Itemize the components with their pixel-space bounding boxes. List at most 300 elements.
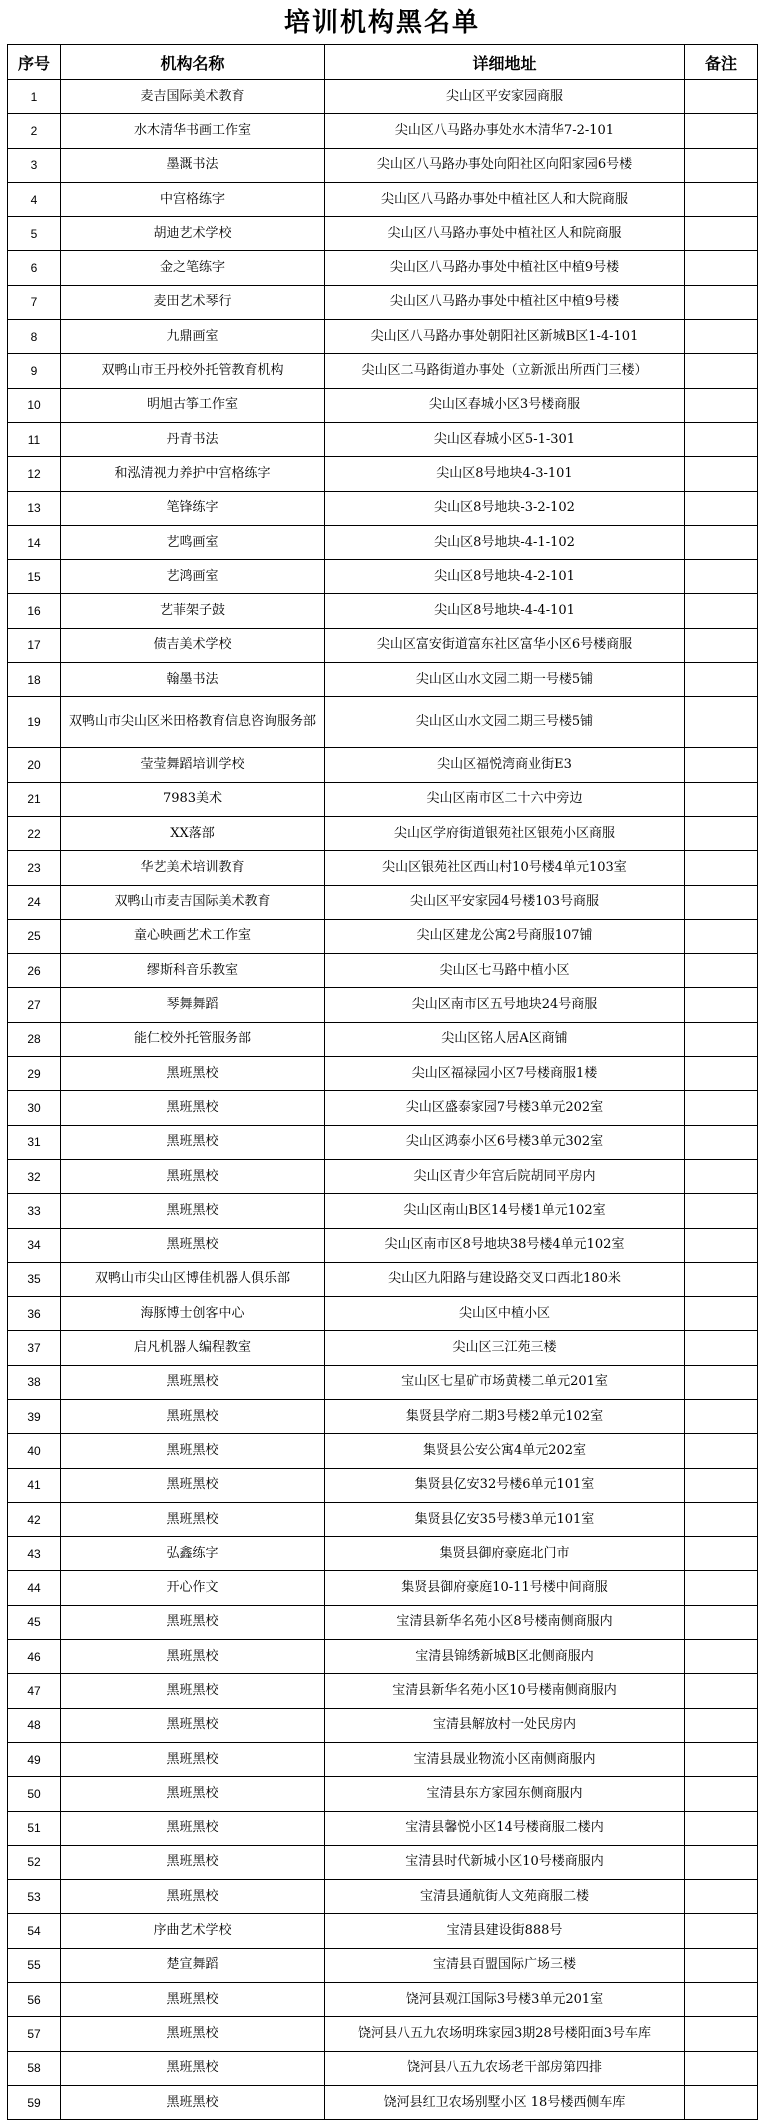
row-address: 尖山区南市区8号地块38号楼4单元102室 xyxy=(325,1228,685,1262)
table-row xyxy=(8,1742,758,1776)
table-row xyxy=(8,285,758,319)
row-address: 饶河县红卫农场别墅小区 18号楼西侧车库 xyxy=(325,2085,685,2119)
row-note xyxy=(685,1605,758,1639)
row-note xyxy=(685,251,758,285)
row-address: 宝清县东方家园东侧商服内 xyxy=(325,1777,685,1811)
row-note xyxy=(685,1811,758,1845)
row-name: XX落部 xyxy=(61,816,325,850)
row-note xyxy=(685,388,758,422)
row-name: 黑班黑校 xyxy=(61,1365,325,1399)
row-name: 双鸭山市麦吉国际美术教育 xyxy=(61,885,325,919)
table-row xyxy=(8,1640,758,1674)
table-row xyxy=(8,148,758,182)
header-note: 备注 xyxy=(685,45,758,80)
row-name: 黑班黑校 xyxy=(61,1742,325,1776)
row-address: 宝清县新华名苑小区8号楼南侧商服内 xyxy=(325,1605,685,1639)
row-name: 黑班黑校 xyxy=(61,1674,325,1708)
table-row xyxy=(8,1057,758,1091)
row-name: 九鼎画室 xyxy=(61,320,325,354)
table-row xyxy=(8,217,758,251)
row-address: 尖山区八马路办事处中植社区人和院商服 xyxy=(325,217,685,251)
row-name: 双鸭山市尖山区米田格教育信息咨询服务部 xyxy=(61,697,325,748)
table-row xyxy=(8,1537,758,1571)
row-name: 序曲艺术学校 xyxy=(61,1914,325,1948)
row-seq: 17 xyxy=(8,628,61,662)
row-seq: 47 xyxy=(8,1674,61,1708)
table-row xyxy=(8,2017,758,2051)
row-address: 尖山区青少年宫后院胡同平房内 xyxy=(325,1159,685,1193)
row-address: 宝清县通航街人文苑商服二楼 xyxy=(325,1880,685,1914)
row-name: 笔锋练字 xyxy=(61,491,325,525)
row-note xyxy=(685,663,758,697)
row-seq: 52 xyxy=(8,1845,61,1879)
row-note xyxy=(685,1914,758,1948)
row-seq: 6 xyxy=(8,251,61,285)
row-note xyxy=(685,1331,758,1365)
table-row xyxy=(8,1777,758,1811)
row-address: 尖山区8号地块-4-4-101 xyxy=(325,594,685,628)
row-name: 黑班黑校 xyxy=(61,1880,325,1914)
row-address: 尖山区八马路办事处中植社区人和大院商服 xyxy=(325,182,685,216)
row-name: 胡迪艺术学校 xyxy=(61,217,325,251)
row-address: 宝清县解放村一处民房内 xyxy=(325,1708,685,1742)
table-row xyxy=(8,885,758,919)
row-note xyxy=(685,1502,758,1536)
table-row xyxy=(8,1468,758,1502)
row-name: 黑班黑校 xyxy=(61,1640,325,1674)
row-name: 明旭古筝工作室 xyxy=(61,388,325,422)
row-seq: 57 xyxy=(8,2017,61,2051)
row-name: 黑班黑校 xyxy=(61,1159,325,1193)
row-note xyxy=(685,816,758,850)
row-address: 尖山区福悦湾商业街E3 xyxy=(325,748,685,782)
row-name: 和泓清视力养护中宫格练字 xyxy=(61,457,325,491)
row-name: 童心映画艺术工作室 xyxy=(61,919,325,953)
row-name: 琴舞舞蹈 xyxy=(61,988,325,1022)
header-address: 详细地址 xyxy=(325,45,685,80)
table-row xyxy=(8,1571,758,1605)
table-row xyxy=(8,816,758,850)
row-name: 黑班黑校 xyxy=(61,1468,325,1502)
row-seq: 37 xyxy=(8,1331,61,1365)
row-address: 宝清县锦绣新城B区北侧商服内 xyxy=(325,1640,685,1674)
table-row xyxy=(8,851,758,885)
row-note xyxy=(685,1228,758,1262)
row-note xyxy=(685,1845,758,1879)
row-note xyxy=(685,525,758,559)
row-seq: 28 xyxy=(8,1022,61,1056)
row-note xyxy=(685,457,758,491)
row-seq: 30 xyxy=(8,1091,61,1125)
row-note xyxy=(685,748,758,782)
table-row xyxy=(8,114,758,148)
row-note xyxy=(685,2051,758,2085)
row-name: 黑班黑校 xyxy=(61,1399,325,1433)
row-name: 双鸭山市尖山区博佳机器人俱乐部 xyxy=(61,1262,325,1296)
row-address: 集贤县亿安32号楼6单元101室 xyxy=(325,1468,685,1502)
row-address: 尖山区南市区五号地块24号商服 xyxy=(325,988,685,1022)
row-note xyxy=(685,1948,758,1982)
row-name: 艺鸣画室 xyxy=(61,525,325,559)
row-note xyxy=(685,1057,758,1091)
row-address: 尖山区鸿泰小区6号楼3单元302室 xyxy=(325,1125,685,1159)
row-note xyxy=(685,1777,758,1811)
table-row xyxy=(8,1708,758,1742)
row-seq: 46 xyxy=(8,1640,61,1674)
row-name: 债吉美术学校 xyxy=(61,628,325,662)
header-name: 机构名称 xyxy=(61,45,325,80)
row-address: 尖山区8号地块-4-2-101 xyxy=(325,560,685,594)
row-note xyxy=(685,148,758,182)
table-row xyxy=(8,80,758,114)
row-address: 尖山区南市区二十六中旁边 xyxy=(325,782,685,816)
row-address: 尖山区春城小区3号楼商服 xyxy=(325,388,685,422)
row-address: 宝清县百盟国际广场三楼 xyxy=(325,1948,685,1982)
row-seq: 49 xyxy=(8,1742,61,1776)
table-row xyxy=(8,182,758,216)
table-row xyxy=(8,594,758,628)
header-seq: 序号 xyxy=(8,45,61,80)
table-row xyxy=(8,1365,758,1399)
row-note xyxy=(685,182,758,216)
row-address: 尖山区九阳路与建设路交叉口西北180米 xyxy=(325,1262,685,1296)
row-name: 麦吉国际美术教育 xyxy=(61,80,325,114)
row-name: 华艺美术培训教育 xyxy=(61,851,325,885)
table-row xyxy=(8,1399,758,1433)
row-note xyxy=(685,1434,758,1468)
row-name: 弘鑫练字 xyxy=(61,1537,325,1571)
table-row xyxy=(8,954,758,988)
row-name: 艺菲架子鼓 xyxy=(61,594,325,628)
table-row xyxy=(8,1228,758,1262)
row-note xyxy=(685,217,758,251)
table-row xyxy=(8,1194,758,1228)
row-name: 7983美术 xyxy=(61,782,325,816)
table-row xyxy=(8,491,758,525)
row-seq: 35 xyxy=(8,1262,61,1296)
row-note xyxy=(685,2085,758,2119)
row-name: 黑班黑校 xyxy=(61,1502,325,1536)
row-note xyxy=(685,1468,758,1502)
row-note xyxy=(685,851,758,885)
row-seq: 1 xyxy=(8,80,61,114)
row-name: 黑班黑校 xyxy=(61,1708,325,1742)
row-seq: 22 xyxy=(8,816,61,850)
row-note xyxy=(685,1297,758,1331)
row-note xyxy=(685,1022,758,1056)
row-name: 麦田艺术琴行 xyxy=(61,285,325,319)
row-seq: 44 xyxy=(8,1571,61,1605)
row-note xyxy=(685,1640,758,1674)
row-address: 宝清县新华名苑小区10号楼南侧商服内 xyxy=(325,1674,685,1708)
row-seq: 40 xyxy=(8,1434,61,1468)
page-title: 培训机构黑名单 xyxy=(283,8,480,38)
table-row xyxy=(8,748,758,782)
row-seq: 45 xyxy=(8,1605,61,1639)
row-note xyxy=(685,1125,758,1159)
row-seq: 25 xyxy=(8,919,61,953)
row-seq: 56 xyxy=(8,1983,61,2017)
row-address: 尖山区二马路街道办事处（立新派出所西门三楼） xyxy=(325,354,685,388)
row-note xyxy=(685,988,758,1022)
row-seq: 19 xyxy=(8,697,61,748)
row-seq: 4 xyxy=(8,182,61,216)
row-seq: 51 xyxy=(8,1811,61,1845)
row-note xyxy=(685,885,758,919)
table-row xyxy=(8,1605,758,1639)
row-seq: 14 xyxy=(8,525,61,559)
table-row xyxy=(8,697,758,748)
row-name: 黑班黑校 xyxy=(61,1434,325,1468)
row-name: 墨溉书法 xyxy=(61,148,325,182)
table-row xyxy=(8,1297,758,1331)
row-seq: 34 xyxy=(8,1228,61,1262)
row-seq: 55 xyxy=(8,1948,61,1982)
row-address: 尖山区山水文园二期三号楼5铺 xyxy=(325,697,685,748)
table-header-row xyxy=(8,45,758,80)
table-row xyxy=(8,560,758,594)
table-row xyxy=(8,628,758,662)
table-row xyxy=(8,251,758,285)
row-seq: 38 xyxy=(8,1365,61,1399)
row-seq: 15 xyxy=(8,560,61,594)
table-row xyxy=(8,1674,758,1708)
row-seq: 21 xyxy=(8,782,61,816)
row-address: 尖山区八马路办事处水木清华7-2-101 xyxy=(325,114,685,148)
blacklist-table xyxy=(7,44,758,2120)
table-row xyxy=(8,1159,758,1193)
row-note xyxy=(685,285,758,319)
row-note xyxy=(685,1537,758,1571)
row-seq: 18 xyxy=(8,663,61,697)
row-address: 饶河县八五九农场明珠家园3期28号楼阳面3号车库 xyxy=(325,2017,685,2051)
row-note xyxy=(685,628,758,662)
row-note xyxy=(685,1571,758,1605)
row-note xyxy=(685,320,758,354)
row-seq: 27 xyxy=(8,988,61,1022)
row-seq: 26 xyxy=(8,954,61,988)
table-row xyxy=(8,457,758,491)
row-name: 黑班黑校 xyxy=(61,1057,325,1091)
row-name: 黑班黑校 xyxy=(61,1125,325,1159)
row-note xyxy=(685,114,758,148)
row-note xyxy=(685,1091,758,1125)
row-seq: 50 xyxy=(8,1777,61,1811)
row-note xyxy=(685,1742,758,1776)
row-address: 尖山区8号地块-3-2-102 xyxy=(325,491,685,525)
row-address: 尖山区山水文园二期一号楼5铺 xyxy=(325,663,685,697)
table-row xyxy=(8,1811,758,1845)
row-seq: 58 xyxy=(8,2051,61,2085)
row-address: 宝清县建设街888号 xyxy=(325,1914,685,1948)
table-row xyxy=(8,1845,758,1879)
row-note xyxy=(685,491,758,525)
table-row xyxy=(8,1983,758,2017)
row-seq: 23 xyxy=(8,851,61,885)
table-row xyxy=(8,422,758,456)
row-seq: 24 xyxy=(8,885,61,919)
table-row xyxy=(8,1880,758,1914)
row-seq: 39 xyxy=(8,1399,61,1433)
row-note xyxy=(685,560,758,594)
row-note xyxy=(685,1159,758,1193)
table-row xyxy=(8,1434,758,1468)
row-note xyxy=(685,2017,758,2051)
row-name: 黑班黑校 xyxy=(61,1228,325,1262)
row-note xyxy=(685,919,758,953)
row-address: 集贤县御府豪庭北门市 xyxy=(325,1537,685,1571)
row-name: 翰墨书法 xyxy=(61,663,325,697)
row-seq: 29 xyxy=(8,1057,61,1091)
table-row xyxy=(8,525,758,559)
row-seq: 20 xyxy=(8,748,61,782)
row-seq: 3 xyxy=(8,148,61,182)
table-row xyxy=(8,1502,758,1536)
row-seq: 13 xyxy=(8,491,61,525)
row-address: 宝清县晟业物流小区南侧商服内 xyxy=(325,1742,685,1776)
row-name: 黑班黑校 xyxy=(61,2051,325,2085)
row-name: 黑班黑校 xyxy=(61,2085,325,2119)
row-address: 尖山区学府街道银苑社区银苑小区商服 xyxy=(325,816,685,850)
row-seq: 54 xyxy=(8,1914,61,1948)
row-seq: 16 xyxy=(8,594,61,628)
row-note xyxy=(685,1880,758,1914)
row-address: 尖山区八马路办事处朝阳社区新城B区1-4-101 xyxy=(325,320,685,354)
row-address: 尖山区八马路办事处中植社区中植9号楼 xyxy=(325,285,685,319)
row-seq: 2 xyxy=(8,114,61,148)
row-address: 饶河县观江国际3号楼3单元201室 xyxy=(325,1983,685,2017)
table-row xyxy=(8,1262,758,1296)
row-name: 开心作文 xyxy=(61,1571,325,1605)
row-seq: 42 xyxy=(8,1502,61,1536)
row-seq: 32 xyxy=(8,1159,61,1193)
row-name: 中宫格练字 xyxy=(61,182,325,216)
row-note xyxy=(685,354,758,388)
row-seq: 31 xyxy=(8,1125,61,1159)
row-address: 集贤县学府二期3号楼2单元102室 xyxy=(325,1399,685,1433)
row-name: 海豚博士创客中心 xyxy=(61,1297,325,1331)
table-row xyxy=(8,320,758,354)
row-note xyxy=(685,594,758,628)
table-row xyxy=(8,1331,758,1365)
table-row xyxy=(8,1125,758,1159)
row-address: 尖山区三江苑三楼 xyxy=(325,1331,685,1365)
row-seq: 43 xyxy=(8,1537,61,1571)
row-note xyxy=(685,1708,758,1742)
row-address: 尖山区八马路办事处中植社区中植9号楼 xyxy=(325,251,685,285)
row-address: 尖山区盛泰家园7号楼3单元202室 xyxy=(325,1091,685,1125)
table-row xyxy=(8,354,758,388)
row-name: 金之笔练字 xyxy=(61,251,325,285)
row-note xyxy=(685,1674,758,1708)
table-row xyxy=(8,2051,758,2085)
row-seq: 36 xyxy=(8,1297,61,1331)
row-address: 集贤县公安公寓4单元202室 xyxy=(325,1434,685,1468)
row-name: 黑班黑校 xyxy=(61,1194,325,1228)
row-address: 宝山区七星矿市场黄楼二单元201室 xyxy=(325,1365,685,1399)
row-note xyxy=(685,1399,758,1433)
table-row xyxy=(8,1914,758,1948)
row-seq: 11 xyxy=(8,422,61,456)
row-seq: 8 xyxy=(8,320,61,354)
row-note xyxy=(685,1262,758,1296)
row-address: 尖山区福禄园小区7号楼商服1楼 xyxy=(325,1057,685,1091)
row-note xyxy=(685,422,758,456)
row-address: 尖山区建龙公寓2号商服107铺 xyxy=(325,919,685,953)
row-seq: 59 xyxy=(8,2085,61,2119)
row-address: 饶河县八五九农场老干部房第四排 xyxy=(325,2051,685,2085)
table-row xyxy=(8,782,758,816)
table-row xyxy=(8,1948,758,1982)
row-name: 黑班黑校 xyxy=(61,1811,325,1845)
row-address: 尖山区春城小区5-1-301 xyxy=(325,422,685,456)
table-row xyxy=(8,388,758,422)
row-address: 尖山区8号地块4-3-101 xyxy=(325,457,685,491)
row-address: 尖山区平安家园商服 xyxy=(325,80,685,114)
row-address: 尖山区平安家园4号楼103号商服 xyxy=(325,885,685,919)
row-address: 尖山区银苑社区西山村10号楼4单元103室 xyxy=(325,851,685,885)
table-row xyxy=(8,988,758,1022)
row-address: 尖山区七马路中植小区 xyxy=(325,954,685,988)
table-row xyxy=(8,1091,758,1125)
row-seq: 10 xyxy=(8,388,61,422)
row-seq: 53 xyxy=(8,1880,61,1914)
table-row xyxy=(8,919,758,953)
row-address: 尖山区铭人居A区商铺 xyxy=(325,1022,685,1056)
row-address: 尖山区南山B区14号楼1单元102室 xyxy=(325,1194,685,1228)
row-name: 双鸭山市王丹校外托管教育机构 xyxy=(61,354,325,388)
table-row xyxy=(8,2085,758,2119)
row-note xyxy=(685,1983,758,2017)
row-address: 尖山区富安街道富东社区富华小区6号楼商服 xyxy=(325,628,685,662)
row-note xyxy=(685,697,758,748)
table-row xyxy=(8,663,758,697)
row-seq: 5 xyxy=(8,217,61,251)
row-address: 宝清县馨悦小区14号楼商服二楼内 xyxy=(325,1811,685,1845)
row-seq: 9 xyxy=(8,354,61,388)
table-body xyxy=(8,80,758,2120)
row-name: 水木清华书画工作室 xyxy=(61,114,325,148)
row-seq: 48 xyxy=(8,1708,61,1742)
row-note xyxy=(685,954,758,988)
row-name: 缪斯科音乐教室 xyxy=(61,954,325,988)
row-name: 莹莹舞蹈培训学校 xyxy=(61,748,325,782)
table-row xyxy=(8,1022,758,1056)
row-name: 丹青书法 xyxy=(61,422,325,456)
row-name: 黑班黑校 xyxy=(61,1605,325,1639)
row-name: 启凡机器人编程教室 xyxy=(61,1331,325,1365)
row-name: 黑班黑校 xyxy=(61,1845,325,1879)
row-seq: 7 xyxy=(8,285,61,319)
row-note xyxy=(685,782,758,816)
row-name: 黑班黑校 xyxy=(61,2017,325,2051)
row-address: 尖山区八马路办事处向阳社区向阳家园6号楼 xyxy=(325,148,685,182)
row-address: 宝清县时代新城小区10号楼商服内 xyxy=(325,1845,685,1879)
row-name: 黑班黑校 xyxy=(61,1983,325,2017)
row-address: 集贤县御府豪庭10-11号楼中间商服 xyxy=(325,1571,685,1605)
row-seq: 41 xyxy=(8,1468,61,1502)
row-note xyxy=(685,1194,758,1228)
row-name: 楚宣舞蹈 xyxy=(61,1948,325,1982)
row-address: 集贤县亿安35号楼3单元101室 xyxy=(325,1502,685,1536)
row-name: 黑班黑校 xyxy=(61,1091,325,1125)
row-seq: 33 xyxy=(8,1194,61,1228)
row-name: 艺鸿画室 xyxy=(61,560,325,594)
row-address: 尖山区8号地块-4-1-102 xyxy=(325,525,685,559)
row-name: 能仁校外托管服务部 xyxy=(61,1022,325,1056)
row-note xyxy=(685,1365,758,1399)
row-address: 尖山区中植小区 xyxy=(325,1297,685,1331)
